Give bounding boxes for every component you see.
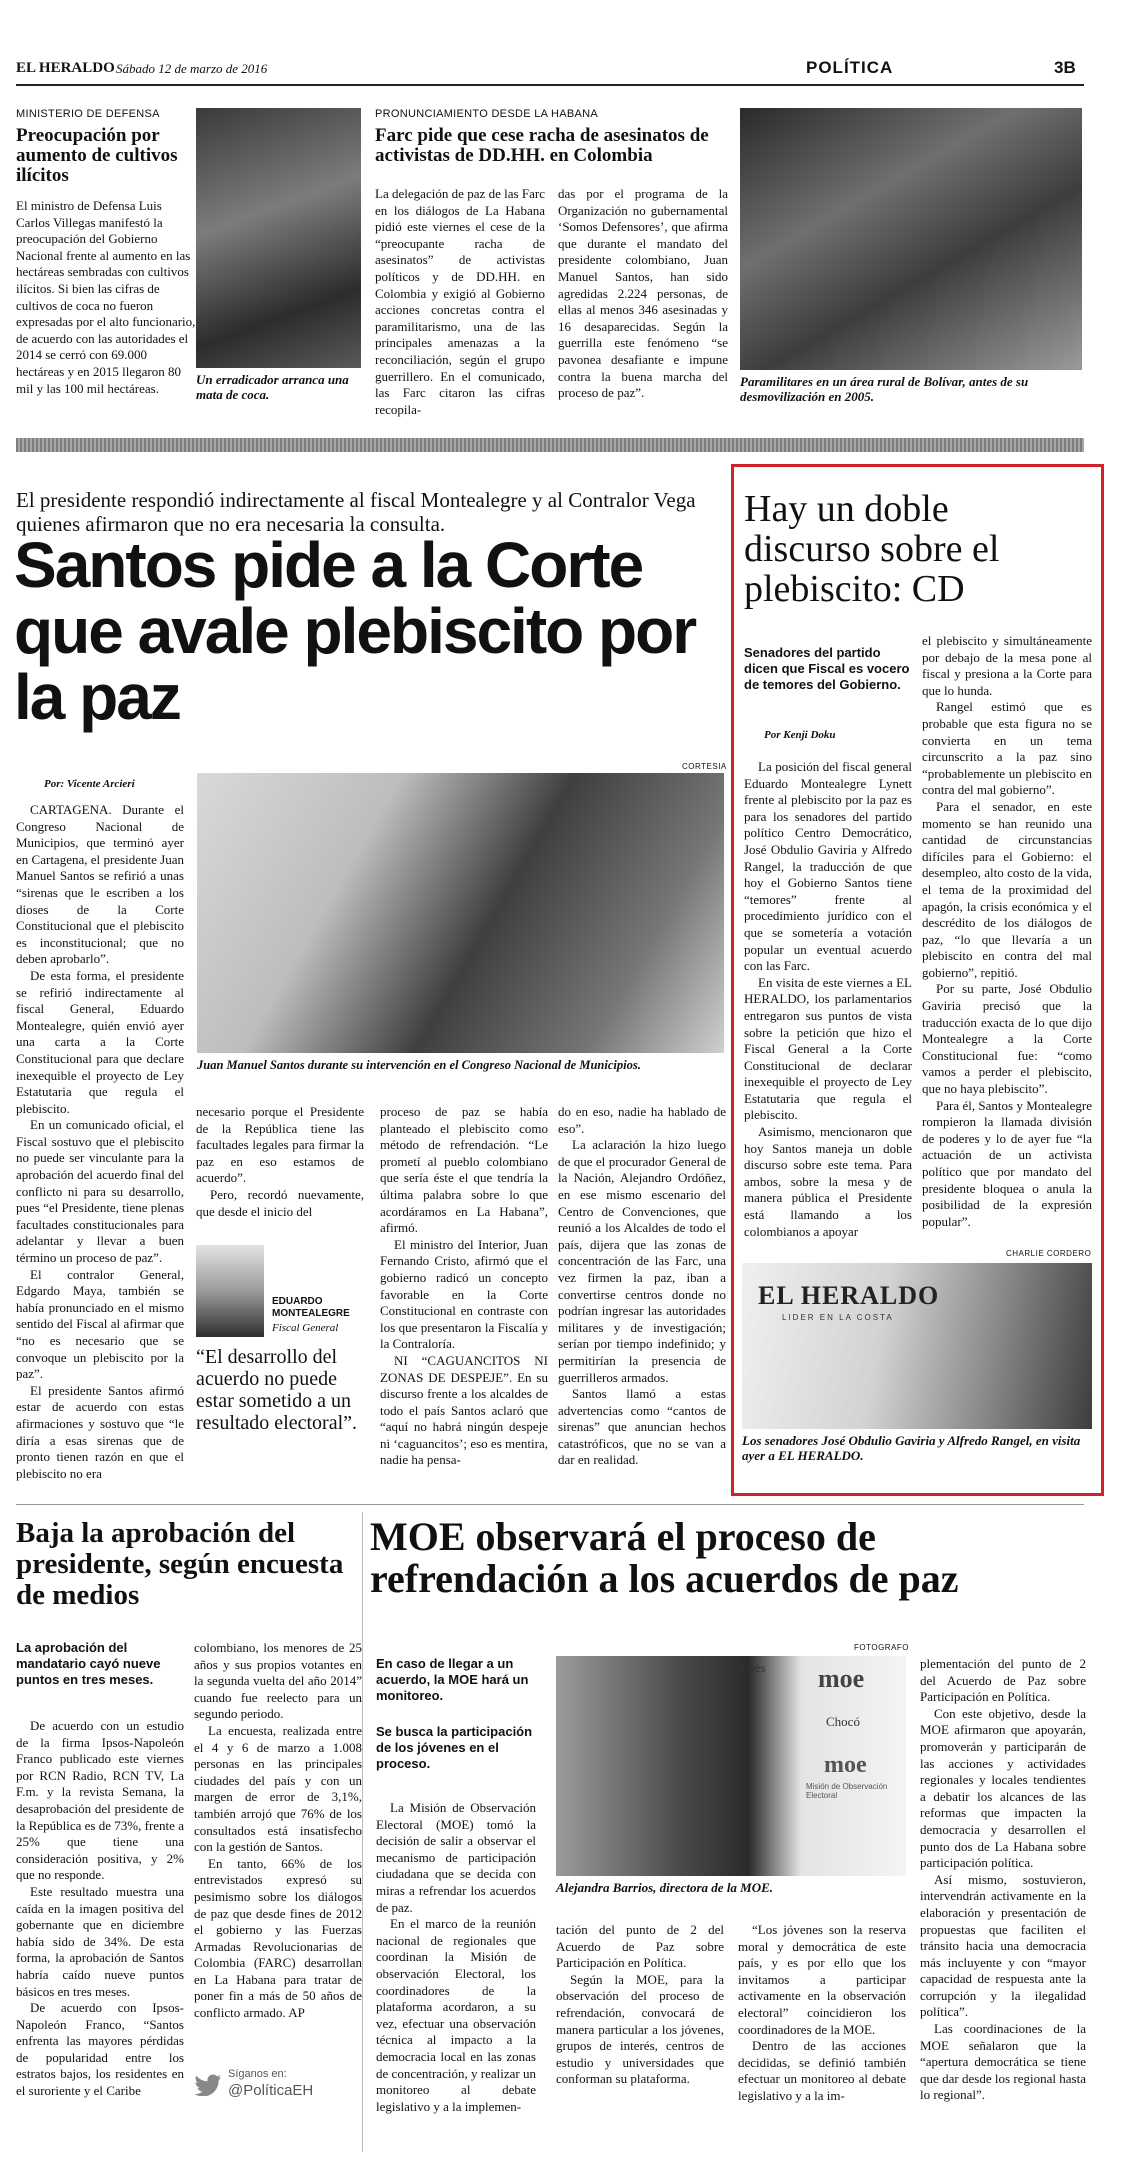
paragraph: De acuerdo con un estudio de la firma Ipsos-Napoleón Franco publicado este viernes por RCN Radio, RCN TV, La F.m. y la revista Semana, la desaprobación del presidente de la República es de 73%, frente a 25% que tiene una consideración positiva, y 2% que no responde. [16, 1718, 184, 1883]
side-byline: Por Kenji Doku [764, 729, 836, 741]
bottom-left-col-2 [194, 1640, 362, 2022]
paragraph: La encuesta, realizada entre el 4 y 6 de marzo a 1.008 personas en las principales ciudades del país y con un margen de error de 3,1%, también arrojó que 76% de los consultados está insatisfecho con la gestión de Santos. [194, 1722, 362, 1855]
page-number: 3B [1054, 58, 1076, 77]
photo-caption: Juan Manuel Santos durante su intervención en el Congreso Nacional de Municipios. [197, 1058, 641, 1072]
paragraph: Según la MOE, para la observación del proceso de refrendación, convocará de manera particular a los jóvenes, grupos de interés, centros de estudio y universidades que conforman su plataforma. [556, 1971, 724, 2087]
montealegre-portrait [196, 1245, 264, 1337]
section-name: POLÍTICA [806, 58, 894, 77]
paragraph: Rangel estimó que es probable que esta figura no se convierta en un tema circunscrito a la paz sino “probablemente un plebiscito en contra del mal gobierno”. [922, 699, 1092, 798]
story-kicker: PRONUNCIAMIENTO DESDE LA HABANA [375, 108, 599, 120]
story-col-1: La delegación de paz de las Farc en los diálogos de La Habana pidió este viernes el cese de la “preocupante racha de asesinatos” de activistas políticos y de DD.HH. en Colombia y exigió al Gobierno acciones concretas contra el paramilitarismo, una de las principales amenazas a la reconciliación, según el grupo guerrillero. En el comunicado, las Farc citaron las cifras recopila- [375, 186, 545, 417]
bottom-right-col-1 [376, 1800, 536, 2115]
paragraph: Para él, Santos y Montealegre rompieron la llamada división de poderes y lo de ayer fue “la actuación de un activista político que por mandato del presidente bloquea o anula la posibilidad de la expresión popular”. [922, 1097, 1092, 1229]
story-deck: En caso de llegar a un acuerdo, la MOE hará un monitoreo. [376, 1656, 529, 1703]
photo-tag: Chocó [826, 1714, 860, 1729]
photo-sign: moe [818, 1664, 865, 1693]
paragraph: El contralor General, Edgardo Maya, también se había pronunciado en el mismo sentido del Fiscal al afirmar que “no es necesario que se convoque un plebiscito por la paz”. [16, 1266, 184, 1382]
main-col-4 [558, 1104, 726, 1469]
photo-senadores [742, 1263, 1092, 1429]
photo-credit: CORTESIA [682, 762, 727, 771]
photo-caption: Paramilitares en un área rural de Bolívar, antes de su desmovilización en 2005. [740, 374, 1029, 404]
photo-tag: Vaupés [728, 1660, 766, 1675]
quote-role: Fiscal General [272, 1322, 339, 1334]
side-col-1 [744, 759, 912, 1240]
paragraph: El ministro del Interior, Juan Fernando Cristo, afirmó que el gobierno radicó un concepto favorable en la Corte Constitucional en contraste con los que presentaron la Fiscalía y la Contraloría. [380, 1236, 548, 1352]
photo-caption: Un erradicador arranca una mata de coca. [196, 372, 349, 402]
paragraph: La aclaración la hizo luego de que el procurador General de la Nación, Alejandro Ordóñez, en ese mismo escenario del Centro de Convenciones, que reunió a los Alcaldes de todo el país, dijera que las zonas de concentración de las Farc, una vez firmen la paz, iban a convertirse centros donde no podrían ingresar las autoridades militares y de investigación; serían por tiempo indefinido; y permitirían la presencia de guerrilleros armados. [558, 1137, 726, 1385]
paragraph: Este resultado muestra una caída en la imagen positiva del gobernante que en diciembre había sido de 34%. De esta forma, la aprobación de Santos habría caído nueve puntos básicos en tres meses. [16, 1883, 184, 1999]
bottom-right-col-3 [738, 1922, 906, 2105]
paragraph: En un comunicado oficial, el Fiscal sostuvo que el plebiscito no puede ser vinculante para la aprobación del acuerdo final del conflicto ni para su desarrollo, pues “el Presidente, tiene plenas facultades constitucionales para adelantar y llevar a buen término un proceso de paz”. [16, 1117, 184, 1266]
story-body: El ministro de Defensa Luis Carlos Villegas manifestó la preocupación del Gobierno Nacional frente al aumento en las hectáreas sembradas con cultivos ilícitos. Si bien las cifras de cultivos de coca no fueron expresadas por el alto funcionario, de acuerdo con las autoridades el 2014 se cerró con 69.000 hectáreas y en 2015 llegaron 80 mil y las 100 mil hectáreas. [16, 198, 196, 396]
photo-credit: CHARLIE CORDERO [1006, 1249, 1092, 1258]
bottom-right-col-2 [556, 1922, 724, 2088]
paragraph: tación del punto de 2 del Acuerdo de Paz sobre Participación en Política. [556, 1922, 724, 1971]
paragraph: proceso de paz se había planteado el plebiscito como método de refrendación. “Le prometí al pueblo colombiano que sería éste el que tendría la última palabra sobre lo que acordáramos en La Habana”, afirmó. [380, 1104, 548, 1236]
side-deck: Senadores del partido dicen que Fiscal es vocero de temores del Gobierno. [744, 645, 910, 692]
paragraph: colombiano, los menores de 25 años y sus propios votantes en la segunda vuelta del año 2014” cuando fue reelecto para un segundo periodo. [194, 1640, 362, 1722]
photo-santos [197, 773, 724, 1053]
paragraph: Dentro de las acciones decididas, se definió también efectuar un monitoreo al debate legislativo y a la im- [738, 2038, 906, 2103]
paragraph: Con este objetivo, desde la MOE afirmaron que apoyarán, promoverán y participarán de las acciones y actividades regionales y locales tendientes a debatir los alcances de las reformas que impacten la democracia y desarrollen el punto dos de La Habana sobre participación política. [920, 1705, 1086, 1871]
bottom-right-col-4 [920, 1656, 1086, 2104]
paragraph: Así mismo, sostuvieron, intervendrán activamente en la elaboración y presentación de propuestas que faciliten el tránsito hacia una democracia más incluyente y con “mayor capacidad de respuesta ante la corrupción y la ilegalidad política”. [920, 1871, 1086, 2020]
story-deck: Se busca la participación de los jóvenes en el proceso. [376, 1724, 533, 1771]
photo-sign: EL HERALDO [758, 1281, 940, 1310]
story-col-2: das por el programa de la Organización no gubernamental ‘Somos Defensores’, que afirma que durante el mandato del presidente colombiano, Juan Manuel Santos, han sido agredidas 2.224 personas, de ellas al menos 346 asesinadas y 16 desaparecidas. Según la guerrilla este fenómeno “se pavonea desafiante e impune contra la buena marcha del proceso de paz”. [558, 186, 728, 401]
paragraph: Por su parte, José Obdulio Gaviria precisó que la traducción exacta de lo que dijo Montealegre a la Corte Constitucional fue: “como vamos a perder el plebiscito, que no haya plebiscito”. [922, 981, 1092, 1097]
photo-sign-sub: LIDER EN LA COSTA [782, 1313, 894, 1322]
paragraph: CARTAGENA. Durante el Congreso Nacional de Municipios, que terminó ayer en Cartagena, el presidente Juan Manuel Santos se refirió a unas “sirenas que le escriben a los dioses de la Corte Constitucional que el plebiscito es inconstitucional; que no deben aprobarlo”. [16, 802, 184, 967]
photo-caption: Alejandra Barrios, directora de la MOE. [556, 1880, 774, 1895]
photo-paramilitares [740, 108, 1082, 370]
quote-name: EDUARDO MONTEALEGRE [272, 1296, 350, 1319]
paragraph: el plebiscito y simultáneamente por debajo de la mesa pone al fiscal y presiona a la Corte para que lo hunda. [922, 633, 1092, 698]
story-headline: MOE observará el proceso de refrendación a los acuerdos de paz [370, 1514, 959, 1601]
social-handle[interactable]: @PolíticaEH [228, 2082, 314, 2099]
twitter-icon [194, 2074, 222, 2096]
paragraph: La Misión de Observación Electoral (MOE) tomó la decisión de salir a observar el mecanismo de participación ciudadana que se decida con miras a refrendar los acuerdos de paz. [376, 1800, 536, 1915]
masthead: EL HERALDO [16, 60, 115, 76]
bottom-left-col-1 [16, 1718, 184, 2100]
story-deck: La aprobación del mandatario cayó nueve puntos en tres meses. [16, 1640, 161, 1687]
paragraph: Pero, recordó nuevamente, que desde el inicio del [196, 1186, 364, 1219]
paragraph: NI “CAGUANCITOS NI ZONAS DE DESPEJE”. En su discurso frente a los alcaldes de todo el país Santos aclaró que “aquí no habrá ningún despeje ni ‘caguancitos’; eso es mentira, nadie ha pensa- [380, 1352, 548, 1468]
story-title: Preocupación por aumento de cultivos ilícitos [16, 125, 178, 186]
paragraph: En visita de este viernes a EL HERALDO, los parlamentarios entregaron sus puntos de vista sobre la petición que hizo el Fiscal General a la Corte Constitucional de declarar inexequible el proyecto de Ley Estatutaria que regula el plebiscito. [744, 974, 912, 1123]
paragraph: “Los jóvenes son la reserva moral y democrática de este país, y es por ello que los invitamos a participar activamente en la observación electoral” coincidieron los coordinadores de la MOE. [738, 1922, 906, 2037]
main-subhead: El presidente respondió indirectamente al fiscal Montealegre y al Contralor Vega quienes afirmaron que no era necesaria la consulta. [16, 488, 696, 536]
paragraph: En tanto, 66% de los entrevistados expresó su pesimismo sobre los diálogos de paz que desde fines de 2012 el gobierno y las Fuerzas Armadas Revolucionarias de Colombia (FARC) desarrollan en La Habana para tratar de poner fin a más de 50 años de conflicto armado. AP [194, 1855, 362, 2021]
main-col-3 [380, 1104, 548, 1469]
story-kicker: MINISTERIO DE DEFENSA [16, 108, 160, 120]
pull-quote: “El desarrollo del acuerdo no puede estar sometido a un resultado electoral”. [196, 1346, 358, 1434]
photo-tag: Misión de Observación Electoral [806, 1782, 888, 1800]
social-follow[interactable] [194, 2068, 362, 2108]
page-header [16, 58, 1082, 82]
paragraph: De acuerdo con Ipsos-Napoleón Franco, “Santos enfrenta las mayores pérdidas de popularidad entre los estratos bajos, los residentes en el suroriente y el Caribe [16, 2000, 184, 2099]
story-farc [375, 108, 730, 417]
section-band [16, 438, 1084, 452]
story-cultivos [16, 108, 196, 397]
main-col-2 [196, 1104, 364, 1220]
column-rule [362, 1512, 363, 2152]
paragraph: Asimismo, mencionaron que hoy Santos maneja un doble discurso sobre este tema. Para ambos, sobre la mesa y de manera pública el Presidente está llamando a los colombianos a apoyar [744, 1124, 912, 1239]
main-headline: Santos pide a la Corte que avale plebiscito por la paz [14, 529, 696, 733]
side-headline: Hay un doble discurso sobre el plebiscito: CD [744, 488, 1000, 610]
photo-moe [556, 1656, 906, 1876]
issue-date: Sábado 12 de marzo de 2016 [116, 61, 268, 76]
header-rule [16, 84, 1084, 86]
story-headline: Baja la aprobación del presidente, según encuesta de medios [16, 1517, 344, 1611]
paragraph: plementación del punto de 2 del Acuerdo de Paz sobre Participación en Política. [920, 1656, 1086, 1705]
photo-caption: Los senadores José Obdulio Gaviria y Alfredo Rangel, en visita ayer a EL HERALDO. [742, 1433, 1081, 1463]
photo-erradicador [196, 108, 361, 368]
photo-tag: moe [824, 1752, 867, 1778]
paragraph: Santos llamó a estas advertencias como “cantos de sirenas” que anuncian hechos catastróficos, que no se van a dar en realidad. [558, 1386, 726, 1468]
paragraph: Para el senador, en este momento se han reunido una cantidad de circunstancias difíciles para el Gobierno: el desempleo, alto costo de la vida, el tema de la proximidad del apagón, la crisis económica y el descrédito de los diálogos de paz, “lo que llevaría a un plebiscito en contra del mal gobierno”, repitió. [922, 798, 1092, 980]
section-rule [16, 1504, 1084, 1505]
paragraph: De esta forma, el presidente se refirió indirectamente al fiscal General, Eduardo Montealegre, quién envió ayer una carta a la Corte Constitucional para que declare inexequible el proyecto de Ley Estatutaria que regula el plebiscito. [16, 967, 184, 1116]
story-title: Farc pide que cese racha de asesinatos de activistas de DD.HH. en Colombia [375, 125, 709, 166]
paragraph: La posición del fiscal general Eduardo Montealegre Lynett frente al plebiscito por la paz es para los senadores del partido político Centro Democrático, José Obdulio Gaviria y Alfredo Rangel, la traducción de que hoy el Gobierno Santos tiene “temores” frente al procedimiento jurídico con el que se sometería a votación popular un eventual acuerdo con las Farc. [744, 759, 912, 974]
paragraph: do en eso, nadie ha hablado de eso”. [558, 1104, 726, 1136]
paragraph: Las coordinaciones de la MOE señalaron que la “apertura democrática se tiene que dar desde los regional hasta lo regional”. [920, 2021, 1086, 2103]
paragraph: En el marco de la reunión nacional de regionales que coordinan la Misión de observación Electoral, los coordinadores de la plataforma acordaron, a su vez, efectuar una observación técnica al impacto a la democracia local en las zonas de concentración, y realizar un monitoreo al debate legislativo y a la implemen- [376, 1916, 536, 2114]
photo-credit: FOTOGRAFO [854, 1643, 910, 1652]
paragraph: necesario porque el Presidente de la República tiene las facultades legales para firmar la paz en eso estamos de acuerdo”. [196, 1104, 364, 1186]
paragraph: El presidente Santos afirmó estar de acuerdo con estas afirmaciones y sostuvo que “le diría a esas sirenas que de pronto tienen razón en que el plebiscito no era [16, 1382, 184, 1481]
main-col-1 [16, 802, 184, 1482]
side-story-box [731, 464, 1104, 1496]
social-label: Síganos en: [228, 2068, 287, 2080]
main-byline: Por: Vicente Arcieri [44, 778, 135, 790]
side-col-2 [922, 633, 1092, 1230]
